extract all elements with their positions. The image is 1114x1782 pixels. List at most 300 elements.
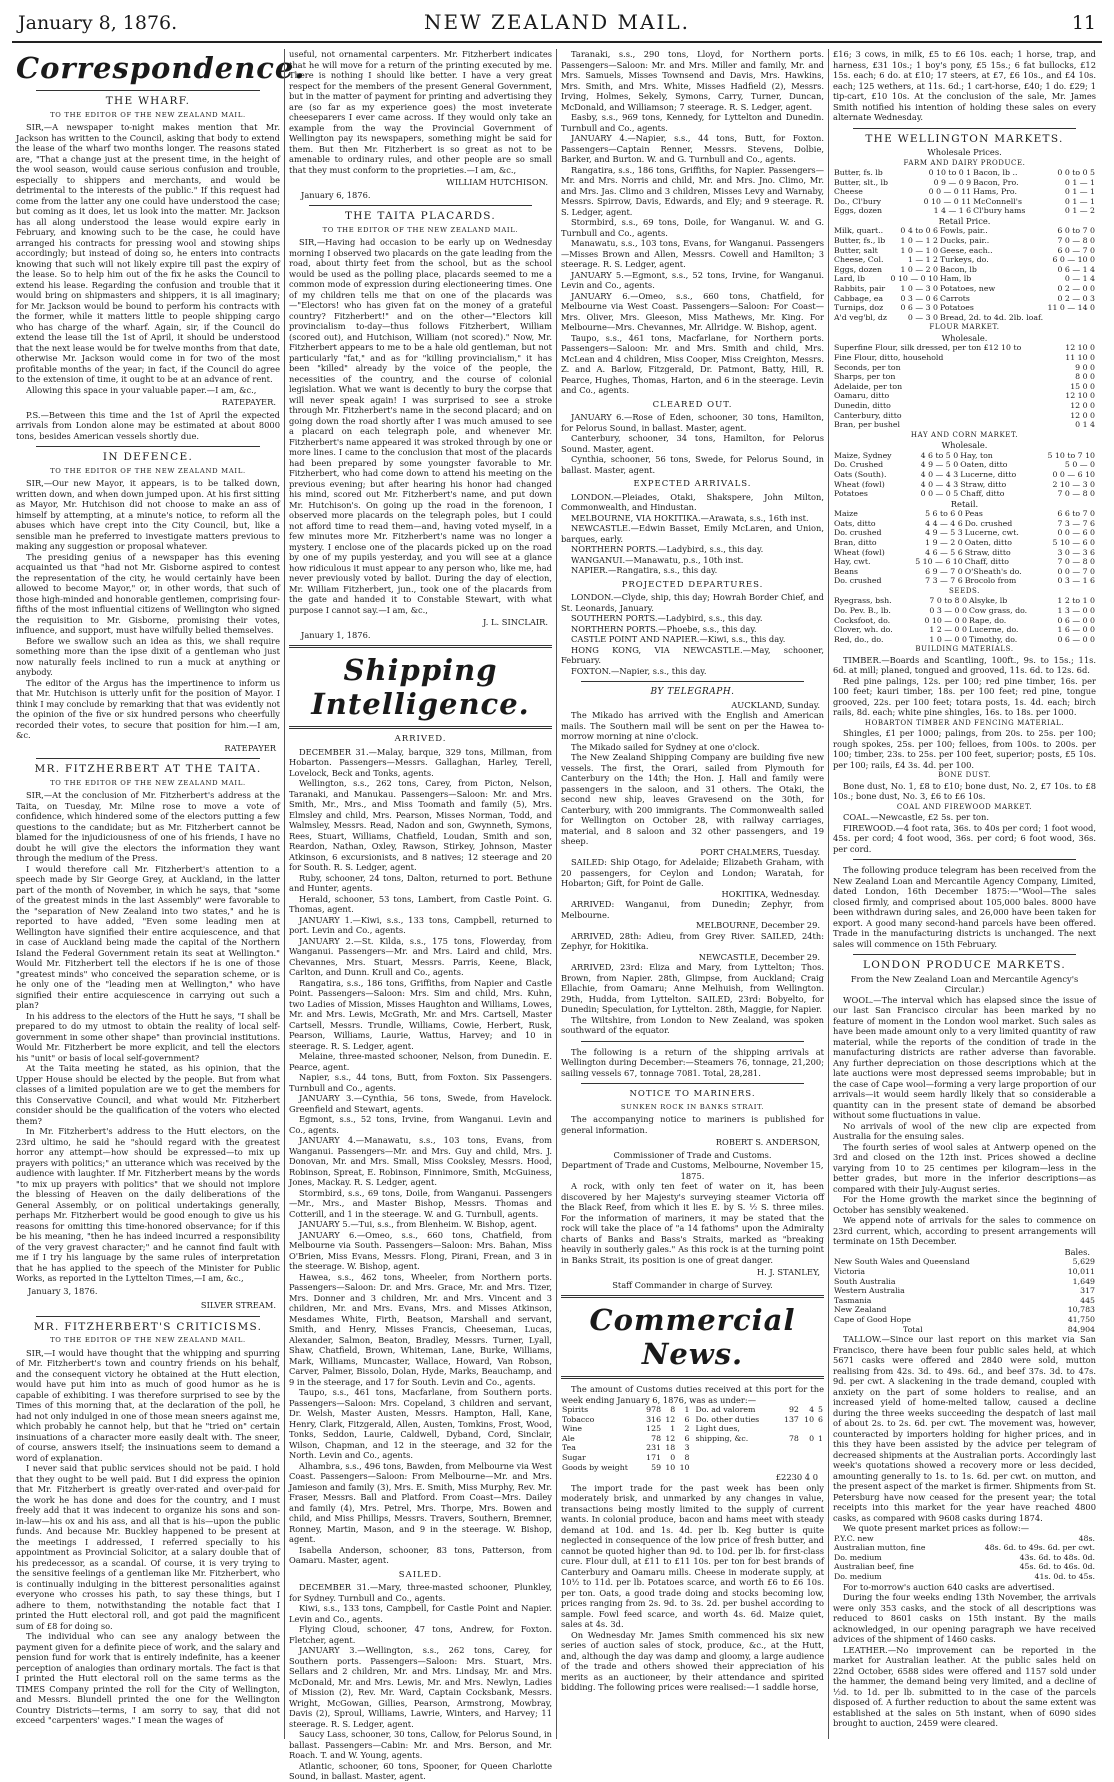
- table-cell: Hams, Pro.: [973, 187, 1017, 197]
- table-cell: 0 2 — 0 0: [1057, 284, 1095, 294]
- table-row: [833, 411, 1096, 421]
- table-cell: 0 10 to 0 1: [928, 168, 972, 177]
- letter-heading: THE WHARF.: [105, 95, 191, 107]
- table-cell: Chaff, ditto: [960, 489, 1005, 499]
- letter-paragraph: SIR,—Our new Mayor, it appears, is to be talked down, written down, and when down jumped upon. At his first sitting as Mayor, Mr. Hutchison did not choose to make an ass of himself by attempting, at a minute's notice, to reform all the abuses which have crept into the City Council, but, like a sensible man he preferred to investigate matters previous to making any suggestion or proposal whatever.: [16, 478, 280, 551]
- table-cell: Hay, cwt.: [834, 557, 871, 567]
- table-cell: 12 0 0: [1070, 410, 1095, 420]
- telegraph-item: ARRIVED, 23rd: Eliza and Mary, from Lyttelton; Thos. Brown, from Napier. 28th, Glimpse, from Auckland; Craig Ellachie, from Oamaru; Anne Melhuish, from Wellington. 29th, Hudda, from Lyttelton. SAILED, 23rd: Bobyelto, for Dunedin; Speculation, for Lyttelton. 28th, Maggie, for Napier.: [561, 962, 824, 1014]
- table-cell: 10,783: [1067, 1305, 1095, 1315]
- table-cell: 0 3 — 1 6: [1057, 576, 1095, 586]
- page-number: 11: [1071, 12, 1096, 34]
- table-cell: 4 9 — 5 3: [925, 528, 963, 538]
- expected-heading: EXPECTED ARRIVALS.: [633, 479, 752, 489]
- table-cell: 0 6 — 3 0: [900, 303, 938, 313]
- hay-wholesale-label: Wholesale.: [941, 440, 988, 451]
- london-wool-report: No arrivals of wool of the new clip are expected from Australia for the ensuing sales.: [833, 1120, 1096, 1142]
- table-cell: Rabbits, pair: [834, 284, 886, 294]
- produce-telegram: The following produce telegram has been received from the New Zealand Loan and Mercantile Agency Company, Limited, dated London, 16th December 1875:—"Wool—The sales closed firmly, and comprised about 105,000 bales. 8000 have been withdrawn during sales, and 26,000 have been taken for export. A good many second-hand parcels have been offered. Trade in the manufacturing districts is unchanged. The next sales will commence on 15th February.: [833, 865, 1096, 949]
- table-cell: 316: [646, 1414, 662, 1424]
- table-cell: 0 0 — 6 10: [1052, 469, 1095, 479]
- table-cell: 4 6 — 5 6: [925, 547, 963, 557]
- table-cell: New South Wales and Queensland: [834, 1257, 970, 1267]
- table-cell: Do. medium: [834, 1552, 882, 1562]
- table-cell: Cape of Good Hope: [834, 1315, 911, 1324]
- column-4: [828, 49, 1100, 1739]
- table-cell: 10: [804, 1414, 815, 1424]
- telegraph-dateline: NEWCASTLE, December 29.: [698, 951, 820, 962]
- table-cell: 59: [651, 1462, 662, 1472]
- arrival-entry: Napier, s.s., 44 tons, Butt, from Foxton. Six Passengers. Turnbull and Co., agents.: [289, 1072, 552, 1093]
- table-row: [561, 1443, 691, 1453]
- flour-heading: FLOUR MARKET.: [929, 323, 1000, 332]
- newspaper-title: NEW ZEALAND MAIL.: [423, 10, 691, 34]
- customs-left-table: [561, 1405, 691, 1472]
- table-row: [833, 480, 1096, 490]
- letter-address: TO THE EDITOR OF THE NEW ZEALAND MAIL.: [50, 778, 246, 787]
- table-row: [833, 168, 1096, 178]
- building-heading: BUILDING MATERIALS.: [915, 645, 1014, 654]
- table-row: [833, 1562, 1096, 1572]
- table-cell: Goods by weight: [562, 1462, 628, 1472]
- projected-entry: HONG KONG, VIA NEWCASTLE.—May, schooner, February.: [561, 644, 824, 665]
- table-cell: Ham, lb: [940, 274, 972, 284]
- letter-heading: MR. FITZHERBERT AT THE TAITA.: [34, 763, 262, 775]
- tallow-report: For to-morrow's auction 640 casks are advertised.: [843, 1581, 1055, 1592]
- table-cell: 45s. 6d. to 46s. 0d.: [1019, 1562, 1095, 1572]
- table-cell: 41,750: [1067, 1315, 1095, 1324]
- table-row: [833, 1267, 1096, 1277]
- table-row: [833, 606, 1096, 616]
- notice-signatory: H. J. STANLEY,: [756, 1267, 820, 1277]
- table-cell: 12 10 0: [1065, 343, 1095, 353]
- projected-entry: NORTHERN PORTS.—Phoebe, s.s., this day.: [571, 623, 757, 634]
- sailing-entry: JANUARY 3.—Wellington, s.s., 262 tons, Carey, for Southern ports. Passengers—Saloon: Mrs. Stuart, Mrs. Sellars and 2 children, Mr. and Mrs. Lindsay, Mr. and Mrs. McDonald, Mr. and Mrs. Lewis, Mr. and Mrs. Newlyn, Ladies of Mission (2), Rev. Mr. Ward, Captain Cocksbank, Messrs. Wright, McGowan, Gillies, Pearson, Armstrong, Mowbray, Davis (2), Sproul, Williams, Lawrie, Winters, and Harvey; 11 steerage. R. S. Ledger, agent.: [289, 1645, 552, 1729]
- letter-address: TO THE EDITOR OF THE NEW ZEALAND MAIL.: [322, 225, 519, 234]
- table-cell: Fowls, pair..: [940, 226, 988, 236]
- table-cell: 78: [651, 1433, 662, 1443]
- table-cell: 5,629: [1072, 1257, 1095, 1267]
- table-cell: 1 0 — 0 0: [929, 634, 967, 644]
- table-cell: Oats, ditto: [834, 518, 876, 528]
- table-row: [833, 1286, 1096, 1296]
- expected-entry: LONDON.—Pleiades, Otaki, Shakspere, John Milton, Commonwealth, and Hindustan.: [561, 491, 824, 512]
- table-cell: [800, 1424, 815, 1434]
- table-cell: 1 — 1 2: [907, 255, 938, 265]
- notice-intro: The accompanying notice to mariners is published for general information.: [561, 1114, 824, 1135]
- table-cell: 5 0 — 0: [1064, 460, 1095, 470]
- table-row: [833, 625, 1096, 635]
- letter-signature: J. L. SINCLAIR.: [483, 617, 548, 627]
- table-cell: 0 3 — 0 0: [929, 606, 967, 616]
- table-cell: [778, 1424, 800, 1434]
- telegraph-item: The Mikado has arrived with the English and American mails. The Southern mail will be sent on per the Hawea to-morrow morning at nine o'clock.: [561, 710, 824, 741]
- sailing-entry: Atlantic, schooner, 60 tons, Spooner, for Queen Charlotte Sound, in ballast. Master, agent.: [289, 1760, 552, 1781]
- sailing-entry: DECEMBER 31.—Mary, three-masted schooner, Plunkley, for Sydney. Turnbull and Co., agents.: [289, 1582, 552, 1603]
- table-cell: South Australia: [834, 1276, 896, 1286]
- letter-date: January 1, 1876.: [301, 629, 371, 640]
- london-wool-report: For the Home growth the market since the beginning of October has sensibly weakened.: [833, 1194, 1096, 1215]
- table-cell: Lucerne, cwt.: [964, 528, 1019, 538]
- expected-entry: WANGANUI.—Manawatu, p.s., 10th inst.: [571, 554, 744, 565]
- table-cell: Do. crushed: [964, 518, 1013, 528]
- london-markets-source: From the New Zealand Loan and Mercantile Agency's Circular.): [850, 973, 1079, 995]
- table-cell: McConnell's: [973, 196, 1022, 206]
- table-cell: shipping, &c.: [695, 1433, 749, 1443]
- table-cell: Hay, ton: [960, 450, 993, 460]
- table-cell: 7 0 — 8 0: [1057, 236, 1095, 246]
- expected-entry: NAPIER.—Rangatira, s.s., this day.: [571, 565, 718, 575]
- sailing-entry: JANUARY 6.—Omeo, s.s., 660 tons, Chatfield, for Melbourne via West Coast. Passengers—Saloon: For Coast—Mrs. Oliver, Mrs. Gleeson, Miss Mathews, Mr. King. For Melbourne—Mrs. Chevannes, Mr. Allridge. W. Bishop, agent.: [561, 290, 824, 332]
- table-cell: Do., Cl'bury: [834, 196, 881, 206]
- table-cell: 8 0 0: [1075, 372, 1095, 382]
- sailing-entry: Stormbird, s.s., 69 tons, Doile, for Wanganui. W. and G. Turnbull and Co., agents.: [561, 217, 824, 238]
- table-cell: 7 0 — 8 0: [1057, 557, 1095, 567]
- column-3: [556, 49, 828, 1739]
- table-row: [833, 576, 1096, 586]
- letter-paragraph: SIR,—A newspaper to-night makes mention that Mr. Jackson has written to the Council, asking that body to extend the lease of the wharf two months longer. The reasons stated are, "That a change just at the present time, in the height of the wool season, would cause serious confusion and trouble, especially to shippers and merchants, and would be detrimental to the interests of the public." If this request had come from the latter any one could have understood the case; but coming as it does, let us look into the matter. Mr. Jackson has all along understood the lease would expire early in February, and knowing such to be the case, he could have arranged his contracts for pressing wool and stowing ships accordingly; but instead of doing so, he enters into contracts knowing that such will not likely expire till past the expiry of the lease. So to help him out of the fix he asks the Council to extend his lease. Regarding the confusion and trouble that it would bring on shipmasters and shippers, it is all imaginary; for Mr. Jackson would be bound to perform his contracts with the former, while it matters little to people shipping cargo who has charge of the wharf. Again, sir, if the Council do extend the lease till the 1st of April, it should be understood that the next lease would be for twelve months from that date, otherwise Mr. Jackson would come in for two of the most profitable months of the year; in fact, if the Council do agree to the extension of time, it ought to be at an advance of rent.: [16, 122, 280, 384]
- table-cell: Potatoes, new: [940, 284, 996, 294]
- table-cell: Clover, wh. do.: [834, 625, 893, 635]
- table-row: [833, 1257, 1096, 1267]
- letter-paragraph: In Mr. Fitzherbert's address to the Hutt electors, on the 23rd ultimo, he said he "should regard with the greatest horror any attempt—how should be expressed—to mix up prayers with politics;" an utterance which was received by the audience with laughter. If Mr. Fitzherbert means by the words "to mix up prayers with politics" that we should not implore the blessing of Heaven on the daily deliberations of the General Assembly, or on political undertakings generally, perhaps Mr. Fitzherbert would be good enough to give us his reasons for omitting this time-honored observance; for if this be his meaning, "then he has indeed incurred a responsibility of the very gravest character;" and he cannot find fault with me if I try his language by the same rules of interpretation that he has applied to the speech of the Minister for Public Works, as reported in the Lyttelton Times,—I am, &c.,: [16, 1126, 280, 1283]
- wholesale-label: Wholesale Prices.: [927, 147, 1002, 157]
- table-cell: 1,649: [1072, 1276, 1095, 1286]
- table-cell: 0 10 — 0 11: [923, 196, 972, 206]
- sailing-entry: Rangatira, s.s., 186 tons, Griffiths, for Napier. Passengers—Mr. and Mrs. Norris and child, Mr. and Mrs. Jno. Climo, Mr. and Mrs. Jas. Climo and 3 children, Misses Levy and Warnaby, Messrs. Spirrow, Davis, Edwards, and Ely; and 9 steerage. R. S. Ledger, agent.: [561, 164, 824, 217]
- table-cell: Dunedin, ditto: [834, 400, 891, 410]
- table-row: [561, 1434, 691, 1444]
- table-cell: 4: [809, 1405, 815, 1414]
- table-row: [833, 274, 1096, 284]
- table-cell: 12: [665, 1414, 676, 1424]
- cleared-heading: CLEARED OUT.: [652, 399, 733, 410]
- table-cell: Butter, slt., lb: [834, 177, 889, 187]
- projected-entry: CASTLE POINT AND NAPIER.—Kiwi, s.s., this day.: [571, 634, 786, 644]
- table-cell: 3: [684, 1443, 690, 1453]
- table-row: [695, 1434, 825, 1444]
- arrival-entry: Ruby, schooner, 24 tons, Dalton, returned to port. Bethune and Hunter, agents.: [289, 872, 552, 893]
- table-cell: 6: [684, 1414, 690, 1424]
- table-cell: Wheat (fowl): [834, 547, 885, 557]
- table-cell: 978: [646, 1405, 662, 1414]
- table-row: [833, 1315, 1096, 1325]
- bales-total-label: Total: [903, 1324, 923, 1334]
- table-row: [695, 1405, 825, 1415]
- table-cell: Red, do., do.: [834, 634, 884, 644]
- table-cell: Cocksfoot, do.: [834, 615, 891, 625]
- hay-retail-label: Retail.: [950, 498, 979, 509]
- table-cell: 4 4 — 4 6: [925, 518, 963, 528]
- customs-table: [561, 1405, 824, 1472]
- table-row: [833, 1534, 1096, 1544]
- farm-produce-table: [833, 168, 1096, 216]
- table-cell: 0 1 4: [1075, 420, 1095, 430]
- table-cell: Wine: [562, 1424, 583, 1434]
- table-cell: 1 4 — 1 6: [933, 206, 972, 216]
- table-row: [833, 372, 1096, 382]
- sailing-entry: Kiwi, s.s., 133 tons, Campbell, for Castle Point and Napier. Levin and Co., agents.: [289, 1603, 552, 1624]
- arrival-entry: Stormbird, s.s., 69 tons, Doile, from Wanganui. Passengers—Mr., Mrs., and Master Bishop, Messrs. Thomas and Cotterill, and 1 in the steerage. W. and G. Turnbull, agents.: [289, 1187, 552, 1219]
- table-cell: 1 3 — 0 0: [1057, 606, 1095, 616]
- arrival-entry: JANUARY 1.—Kiwi, s.s., 133 tons, Campbell, returned to port. Levin and Co., agents.: [289, 914, 552, 935]
- telegraph-dateline: MELBOURNE, December 29.: [696, 920, 820, 930]
- table-row: [833, 519, 1096, 529]
- table-cell: 445: [1080, 1295, 1095, 1305]
- table-cell: 9 0 0: [1075, 362, 1095, 372]
- letter-date: January 6, 1876.: [301, 189, 371, 200]
- telegraph-item: ARRIVED, 28th: Adieu, from Grey River. SAILED, 24th: Zephyr, for Hokitika.: [561, 930, 824, 951]
- sailing-entry: JANUARY 5.—Egmont, s.s., 52 tons, Irvine, for Wanganui. Levin and Co., agents.: [561, 269, 824, 290]
- table-row: [833, 363, 1096, 373]
- table-cell: 10: [665, 1462, 676, 1472]
- table-cell: 6 0 — 10 0: [1052, 255, 1095, 265]
- table-cell: Brocolo from: [964, 576, 1017, 586]
- hutt-sale-report: On Wednesday Mr. James Smith commenced his six new series of auction sales of stock, produce, &c., at the Hutt, and, although the day was damp and gloomy, a large audience of the trade and others showed their appreciation of his merits as an auctioneer, by their attendance and spirited bidding. The following prices were realised:—1 saddle horse,: [561, 1629, 824, 1693]
- table-row: [833, 1543, 1096, 1553]
- table-cell: Straw, ditto: [960, 479, 1007, 489]
- table-cell: 7 3 — 7 6: [925, 576, 963, 586]
- bales-table: [833, 1257, 1096, 1324]
- table-row: [833, 187, 1096, 197]
- table-cell: 0 10 — 0 10: [890, 274, 938, 284]
- table-cell: Bread, 2d. to 4d. 2lb. loaf.: [940, 312, 1044, 322]
- expected-entry: NORTHERN PORTS.—Ladybird, s.s., this day.: [571, 544, 764, 554]
- table-cell: Tobacco: [562, 1414, 595, 1424]
- coal-text: COAL.—Newcastle, £2 5s. per ton.: [843, 812, 990, 823]
- table-cell: 1 0 — 1 0: [900, 245, 938, 255]
- table-cell: Light dues,: [695, 1424, 740, 1434]
- arrival-entry: Hawea, s.s., 462 tons, Wheeler, from Northern ports. Passengers—Saloon: Dr. and Mrs. Grace, Mr. and Mrs. Tizer, Mrs. Donner and 3 children, Mr. and Mrs. Vincent and 3 children, Mr. and Mrs. Evans, Mrs. and Misses Atkinson, Mesdames White, Firth, Beatson, Marshall and servant, Smith, and Henry, Misses Francis, Cheeseman, Lucas, Alexander, Salmon, Beaton, Bradley, Messrs. Turner, Lyall, Shaw, Chatfield, Brown, Whiteman, Lane, Burke, Williams, Mark, Williams, Muncaster, Wallace, Howard, Van Robson, Carver, Palmer, Bissolo, Dolan, Hyde, Marks, Beauchamp, and 9 in the steerage, and 17 for South. Levin and Co., agents.: [289, 1271, 552, 1387]
- table-cell: 4 0 — 4 3: [920, 479, 959, 489]
- table-cell: 1: [684, 1405, 690, 1414]
- table-cell: Sugar: [562, 1452, 586, 1462]
- arrived-list: [289, 747, 552, 1566]
- customs-intro: The amount of Customs duties received at this port for the week ending January 6, 1876, was as under:—: [561, 1384, 824, 1405]
- letter-paragraph: SIR,—I would have thought that the whipping and spurring of Mr. Fitzherbert's town and country friends on his behalf, and the consequent victory he obtained at the Hutt election, would have put him into as much of good humor as he is capable of exhibiting. I was therefore surprised to see by the Times of this morning that, at the declaration of the poll, he had not only indulged in one of those mean sneers against me, which probably he cannot help, but that he "tried on" certain insinuations of a character more easily dealt with. The sneer, of course, answers itself; the insinuations seem to demand a word of explanation.: [16, 1347, 280, 1463]
- import-trade-report: The import trade for the past week has been only moderately brisk, and unmarked by any changes in value, transactions being mostly limited to the supply of current wants. In colonial produce, bacon and hams meet with steady demand at 10d. and 1s. 4d. per lb. Keg butter is quite neglected in consequence of the low price of fresh butter, and cannot be quoted higher than 9d. to 10d. per lb. for first-class cure. Flour dull, at £11 to £11 10s. per ton for best brands of Canterbury and Oamaru mills. Cheese in moderate supply, at 10½ to 11d. per lb. Potatoes scarce, and worth £6 to £6 10s. per ton. Oats, a good trade doing and stocks becoming low, prices ranging from 2s. 9d. to 3s. 2d. per bushel according to sample. Fowl feed scarce, and worth 4s. 6d. Maize quiet, sales at 4s. 3d.: [561, 1482, 824, 1630]
- hobarton-text: Shingles, £1 per 1000; palings, from 20s. to 25s. per 100; rough spokes, 25s. per 100; felloes, from 100s. to 200s. per 100; timber, 23s. to 25s. per 100 feet, superior; posts, £5 10s. per 100; rails, £4 3s. 4d. per 100.: [833, 728, 1096, 770]
- bales-total: 84,904: [1067, 1324, 1095, 1334]
- letter-continuation: useful, not ornamental carpenters. Mr. Fitzherbert indicates that he will move for a return of the printing executed by me. There is nothing I should like better. I have a very great respect for the members of the present General Government, but in the matter of payment for printing and advertising they are (so far as my experience goes) the most inveterate cheeseparers I ever came across. If they would only take an example from the way the Provincial Government of Wellington pay its newspapers, something might be said for them. But then Mr. Fitzherbert is so great as not to be amenable to ordinary rules, and other people are so small that they must conform to the proprieties.—I am, &c.,: [289, 49, 552, 175]
- flour-wholesale-label: Wholesale.: [941, 332, 988, 343]
- letter-heading: MR. FITZHERBERT'S CRITICISMS.: [33, 1320, 263, 1333]
- table-row: [833, 246, 1096, 256]
- table-cell: Ale: [562, 1433, 575, 1443]
- notice-department: Department of Trade and Customs, Melbourne, November 15, 1875.: [561, 1160, 824, 1181]
- table-cell: 0 9 — 0 9: [933, 177, 972, 187]
- table-cell: 11 0 — 14 0: [1047, 303, 1095, 313]
- telegraph-item: SAILED: Ship Otago, for Adelaide; Elizabeth Graham, with 20 passengers, for Ceylon and London; Waratah, for Hobarton; Gift, for Point de Galle.: [561, 857, 824, 888]
- table-cell: 43s. 6d. to 48s. 0d.: [1019, 1552, 1095, 1562]
- table-row: [833, 294, 1096, 304]
- table-row: [833, 1553, 1096, 1563]
- table-cell: A'd veg'bl, dz: [834, 312, 887, 322]
- table-cell: Eggs, dozen: [834, 264, 883, 274]
- table-row: [833, 509, 1096, 519]
- table-row: [833, 236, 1096, 246]
- table-row: [833, 226, 1096, 236]
- table-cell: 1 0 — 3 0: [900, 284, 938, 294]
- table-cell: 0 0 — 6 0: [1057, 528, 1095, 538]
- table-cell: Eggs, dozen: [834, 206, 883, 216]
- table-cell: 0 1 — 1: [1064, 187, 1095, 197]
- london-markets-heading: LONDON PRODUCE MARKETS.: [862, 959, 1066, 972]
- markets-heading: THE WELLINGTON MARKETS.: [865, 132, 1064, 145]
- table-row: [561, 1463, 691, 1473]
- table-cell: Ryegrass, bsh.: [834, 596, 892, 606]
- notice-heading: NOTICE TO MARINERS.: [629, 1089, 756, 1099]
- letter-paragraph: Before we swallow such an idea as this, we shall require something more than the ipse dixit of a gentleman who just now naturally feels inclined to run a muck at anything or anybody.: [16, 635, 280, 677]
- letter-address: TO THE EDITOR OF THE NEW ZEALAND MAIL.: [50, 466, 246, 475]
- table-cell: Turnips, doz: [834, 303, 884, 313]
- table-cell: Turkeys, do.: [940, 255, 989, 265]
- table-row: [833, 197, 1096, 207]
- letter-signature: RATEPAYER: [224, 742, 276, 753]
- letter-signature: RATEPAYER.: [221, 397, 276, 407]
- seeds-table: [833, 596, 1096, 644]
- telegraph-list: [561, 700, 824, 1036]
- table-cell: 0 6 — 0 0: [1057, 615, 1095, 625]
- table-cell: 1 2 — 0 0: [929, 625, 967, 635]
- arrival-entry: JANUARY 5.—Tui, s.s., from Blenheim. W. Bishop, agent.: [299, 1219, 537, 1229]
- tallow-report: TALLOW.—Since our last report on this market via San Francisco, there have been four public sales held, at which 5671 casks were offered and 2840 were sold, mutton realising from 42s. 3d. to 49s. 6d., and beef 37s. 3d. to 47s. 9d. per cwt. A slackening in the trade demand, coupled with anxiety on the part of some holders to realise, and an increased yield of home-melted tallow, caused a decline during the three weeks succeeding the despatch of last mail of about 2s. to 2s. 6d. per cwt. The movement was, however, counteracted by importers holding for higher prices, and in this they have been assisted by the advice per telegram of decreased shipments at the Australian ports. Accordingly last week's quotations showed a recovery more or less decided, amounting generally to 1s. to 1s. 6d. per cwt. on mutton, and the present aspect of the market is firmer. Shipments from St. Petersburg have now ceased for the present year; the total receipts into this market for the year have reached 4800 casks, as compared with 9608 casks during 1874.: [833, 1334, 1096, 1523]
- sailed-heading: SAILED.: [398, 1569, 443, 1580]
- cleared-list: [561, 412, 824, 475]
- table-row: [833, 596, 1096, 606]
- table-cell: [1046, 313, 1096, 323]
- letter-paragraph: SIR,—Having had occasion to be early up on Wednesday morning I observed two placards on the gate leading from the road, about thirty feet from the school, but as the school would be used as the polling place, placards seemed to me a common mode of expression during electioneering times. One of my children tells me that on one of the placards was—"Electors! who has given fat on the money of a grateful country? Fitzherbert!" and on the other—"Electors kill provincialism to-day—thus follows Fitzherbert, William (scored out), and Hutchison, William (not scored)." Now, Mr. Fitzherbert appears to me to be a hale old gentleman, but not particularly "fat," and as for "killing provincialism," it has been "killed" already by the voice of the people, the necessities of the country, and the course of colonial legislation. What we want is decently to bury the corpse that will never speak again! I was surprised to see a stroke through Mr. Fitzherbert's name in the second placard; and on going down the road shortly after I was much amused to see a placard on each telegraph pole, and whenever Mr. Fitzherbert's name appeared it was stroked through by one or more lines. I came to the conclusion that most of the placards had been prepared by some youngster favorable to Mr. Fitzherbert, who had come down to attend his meeting on the previous evening; but after hearing his honor had changed his mind, scored out Mr. Fitzherbert's name, and put down Mr. Hutchison's. On going up the road in the forenoon, I observed more placards on the telegraph poles, but I could not afford time to read them—and, having voted myself, in a few minutes more Mr. Fitzherbert's name was no longer a mystery. I enclose one of the placards picked up on the road by one of my pupils yesterday, and you will see at a glance how ridiculous it must appear to any person who, like me, had never previously voted by ballot. During the day of election, Mr. William Fitzherbert, jun., took one of the placards from the gate and handed it to Constable Stewart, with what purpose I cannot say.—I am, &c.,: [289, 237, 552, 615]
- table-cell: 0 10 — 0 0: [924, 615, 967, 625]
- table-cell: Bacon, lb ..: [973, 168, 1018, 177]
- arrival-entry: JANUARY 4.—Manawatu, s.s., 103 tons, Evans, from Wanganui. Passengers—Mr. and Mrs. Guy and child, Mrs. J. Donovan, Mr. and Mrs. Small, Miss Cooksley, Messrs. Hood, Robinson, Spreat, E. Robinson, Finnimore, Smith, McGuiness, Jones, Mackay. R. S. Ledger, agent.: [289, 1135, 552, 1187]
- tonnage-note: The following is a return of the shipping arrivals at Wellington during December:—Steamers 76, tonnage, 21,200; sailing vessels 67, tonnage 7081. Total, 28,281.: [561, 1046, 824, 1078]
- table-cell: 125: [646, 1424, 662, 1434]
- table-cell: 4 6 to 5 0: [920, 450, 959, 460]
- table-cell: Australian beef, fine: [834, 1562, 914, 1572]
- letter-heading: IN DEFENCE.: [102, 451, 194, 463]
- table-cell: 0 0 — 0 5: [920, 489, 959, 499]
- table-cell: 0 1 — 2: [1064, 206, 1095, 216]
- flour-table: [833, 343, 1096, 429]
- table-cell: 1: [818, 1433, 823, 1443]
- table-cell: 317: [1080, 1286, 1095, 1296]
- table-cell: Butter, salt: [834, 245, 878, 255]
- table-row: [833, 538, 1096, 548]
- bone-dust-text: Bone dust, No. 1, £8 to £10; bone dust, No. 2, £7 10s. to £8 10s.; bone dust, No. 3, £6 to £6 10s.: [833, 780, 1096, 802]
- table-cell: 2: [684, 1424, 690, 1434]
- arrival-entry: JANUARY 2.—St. Kilda, s.s., 175 tons, Flowerday, from Wanganui. Passengers—Mr. and Mrs. Laird and child, Mrs. Chevannes, Mrs. Stuart, Messrs. Parris, Keene, Black, Carlton, and Dunn. Krull and Co., agents.: [289, 935, 552, 977]
- table-cell: Australian mutton, fine: [834, 1543, 926, 1553]
- table-cell: Do. other duties: [695, 1414, 760, 1424]
- table-cell: Potatoes: [940, 303, 974, 313]
- arrival-entry: Wellington, s.s., 262 tons, Carey, from Picton, Nelson, Taranaki, and Manukau. Passengers—Saloon: Mr. and Mrs. Smith, Mr., Mrs., and Miss Toomath and family (5), Mrs. Elmsley and child, Mrs. Pearson, Misses Norman, Todd, and Walmsley, Messrs. Read, Nadon and son, Gwynneth, Symons, Rees, Stuart, Williams, Chatfield, Loudan, Smith and son, Reardon, Nathan, Oxley, Rawson, Stirkey, Johnson, Master Atkinson, 6 excursionists, and 8 natives; 12 steerage and 20 for South. R. S. Ledger, agent.: [289, 778, 552, 872]
- table-row: [833, 489, 1096, 499]
- table-cell: Sharps, per ton: [834, 372, 896, 382]
- table-row: [561, 1453, 691, 1463]
- sailing-entry: Taranaki, s.s., 290 tons, Lloyd, for Northern ports. Passengers—Saloon: Mr. and Mrs. Miller and family, Mr. and Mrs. Samuels, Misses Townsend and Davis, Mrs. Hawkins, Mrs. Smith, and Mrs. White, Misses Hadfield (2), Messrs. Irving, Holmes, Sekely, Symons, Carry, Turner, Duncan, McDonald, and Williamson; 7 steerage. R. S. Ledger, agent.: [561, 49, 824, 112]
- table-row: [833, 382, 1096, 392]
- arrived-heading: ARRIVED.: [394, 734, 447, 744]
- arrival-entry: Isabella Anderson, schooner, 83 tons, Patterson, from Oamaru. Master, agent.: [289, 1544, 552, 1565]
- table-cell: 0 — 1 4: [1064, 274, 1095, 284]
- table-row: [833, 265, 1096, 275]
- retail-label: Retail Price.: [938, 215, 991, 226]
- letter-paragraph: The individual who can see any analogy between the payment given for a definite piece of work, and the salary and pension fund for work that is entirely indefinite, has a keener perception of analogies than ordinary mortals. The fact is that I printed the Hutt electoral roll on the same terms as the TIMES Company printed the roll for the City of Wellington, and Messrs. Blundell printed the one for the Wellington Country Districts—terms, I am sorry to say, that did not exceed "carpenters' wages." I mean the wages of: [16, 1631, 280, 1725]
- table-row: [833, 391, 1096, 401]
- letter-heading: THE TAITA PLACARDS.: [344, 210, 497, 222]
- column-1: [12, 49, 306, 1739]
- telegraph-heading: BY TELEGRAPH.: [650, 687, 735, 697]
- table-cell: Do. crushed: [834, 576, 882, 586]
- london-wool-report: WOOL.—The interval which has elapsed since the issue of our last San Francisco circular has been marked by no feature of moment in the London wool market. Such sales as have been made amount only to a very limited quantity of raw material, while the reports of the condition of trade in the manufacturing districts are rather adverse than favorable. Any further depreciation on those descriptions which at the late auctions were most depressed seems improbable; but in the case of Cape wool—forming a very large proportion of our arrivals—it would seem hardly likely that so considerable a quantity can in the present state of demand be absorbed without some fluctuations in value.: [833, 994, 1096, 1121]
- table-cell: 1 0 — 1 2: [900, 236, 938, 246]
- letter-address: TO THE EDITOR OF THE NEW ZEALAND MAIL.: [50, 110, 246, 119]
- table-cell: Ducks, pair..: [940, 236, 990, 246]
- retail-price-table: [833, 226, 1096, 322]
- table-row: [833, 635, 1096, 645]
- projected-entry: FOXTON.—Napier, s.s., this day.: [571, 665, 707, 676]
- column-2: [284, 49, 556, 1781]
- table-cell: Do. Crushed: [834, 460, 884, 470]
- table-cell: Cl'bury hams: [973, 206, 1026, 216]
- seeds-heading: SEEDS.: [949, 586, 980, 595]
- issue-date: January 8, 1876.: [18, 12, 178, 34]
- section-title-commercial: Commercial News.: [589, 1303, 796, 1371]
- table-cell: [815, 1424, 824, 1434]
- arrival-entry: DECEMBER 31.—Malay, barque, 329 tons, Millman, from Hobarton. Passengers—Messrs. Gallaghan, Harley, Terell, Lovelock, Beck and Tonks, agents.: [289, 746, 552, 778]
- table-cell: 11 10 0: [1065, 353, 1095, 362]
- cleared-entry: Canterbury, schooner, 34 tons, Hamilton, for Pelorus Sound. Master, agent.: [561, 433, 824, 454]
- table-cell: Do. Pev. B., lb.: [834, 606, 891, 616]
- table-cell: Cow grass, do.: [968, 606, 1028, 616]
- notice-subheading: SUNKEN ROCK IN BANKS STRAIT.: [620, 1102, 765, 1111]
- table-cell: 0: [670, 1452, 676, 1462]
- letter-paragraph: I never said that public services should not be paid. I hold that they ought to be well paid. But I did express the opinion that Mr. Fitzherbert is greatly over-rated and over-paid for the work he has done and does for the country, and I must freely add that it was indecent to organize his sons and son-in-law—his ox and his ass, and all that is his—upon the public funds. And because Mr. Buckley happened to be present at the meetings I addressed, I referred specially to his appointment as Provincial Solicitor, at a salary double that of his predecessor, as a scandal. Of course, it is very trying to the sensitive feelings of a gentleman like Mr. Fitzherbert, who is continually indulging in the bitterest personalities against everyone who crosses his path, to say these things, but I adhere to them, notwithstanding the notable fact that I printed the Hutt electoral roll, and got paid the magnificent sum of £8 for doing so.: [16, 1463, 280, 1631]
- customs-right-table: [695, 1405, 825, 1443]
- table-cell: 0 0 to 0 5: [1057, 168, 1095, 177]
- table-cell: 92: [788, 1405, 799, 1414]
- table-cell: 3 0 — 3 6: [1057, 547, 1095, 557]
- arrival-entry: JANUARY 3.—Cynthia, 56 tons, Swede, from Havelock. Greenfield and Stewart, agents.: [289, 1093, 552, 1114]
- table-cell: 5 10 — 6 0: [1052, 538, 1095, 547]
- table-cell: 0 0 — 7 0: [1057, 566, 1095, 576]
- arrival-entry: Taupo, s.s., 461 tons, Macfarlane, from Southern ports. Passengers—Saloon: Mrs. Copeland, 3 children and servant, Dr. Welsh, Master Austen, Messrs. Hampton, Hall, Kane, Henry, Clark, Fitzgerald, Allen, Austen, Tomkins, Frost, Wood, Tonks, Seddon, Laurie, Caldwell, Dyband, Cord, Sinclair, Wilson, Chapman, and 12 in the steerage, and 32 for the North. Levin and Co., agents.: [289, 1387, 552, 1460]
- arrival-entry: Alhambra, s.s., 496 tons, Bawden, from Melbourne via West Coast. Passengers—Saloon: From Melbourne—Mr. and Mrs. Jamieson and family (3), Mrs. E. Smith, Miss Murphy, Rev. Mr. Fraser, Messrs. Ball and Platford. From Coast—Mrs. Dailey and family (4), Mrs. Petrel, Mrs. Thorpe, Mrs. Bowen and child, and Miss Phillips, Messrs. Travers, Southern, Bremner, Ronney, Martin, Mason, and 9 in the steerage. W. Bishop, agent.: [289, 1460, 552, 1544]
- letter-paragraph: Allowing this space in your valuable paper.—I am, &c.,: [26, 384, 257, 395]
- table-cell: 1 9 — 2 0: [925, 538, 963, 547]
- sailing-entry: Easby, s.s., 969 tons, Kennedy, for Lyttelton and Dunedin. Turnbull and Co., agents.: [561, 112, 824, 133]
- letter-paragraph: SIR,—At the conclusion of Mr. Fitzherbert's address at the Taita, on Tuesday, Mr. Milne rose to move a vote of confidence, which hindered some of the electors putting a few questions to the candidate; but as Mr. Fitzherbert cannot be blamed for the injudiciousness of one of his friends, I have no doubt he will give the electors the information they want through the medium of the Press.: [16, 790, 280, 863]
- coal-heading: COAL AND FIREWOOD MARKET.: [896, 802, 1033, 811]
- table-cell: 18: [665, 1443, 676, 1453]
- table-cell: Butter, fs., lb: [834, 236, 886, 246]
- table-cell: Cheese: [834, 187, 863, 197]
- bales-total-table: [833, 1325, 1096, 1335]
- table-cell: O'Sheath's do.: [964, 566, 1022, 576]
- table-cell: 12: [665, 1433, 676, 1443]
- table-cell: 171: [646, 1452, 662, 1462]
- projected-list: [561, 592, 824, 676]
- building-text: Red pine palings, 12s. per 100; red pine timber, 16s. per 100 feet; kauri timber, 18s. per 100 feet; red pine, tongue grooved, 22s. per 100 feet; totara posts, 1s. 4d. each; birch rails, 8d. each; white pine shingles, 16s. to 18s. per 1000.: [833, 675, 1096, 718]
- tallow-report: During the four weeks ending 13th November, the arrivals were only 353 casks, and the stock of all descriptions was reduced to 8601 casks on 15th instant. By the mails acknowledged, in our opening paragraph we have received advices of the shipment of 1460 casks.: [833, 1592, 1096, 1645]
- table-cell: Oamaru, ditto: [834, 391, 890, 401]
- table-cell: 5 6 to 6 0: [925, 509, 963, 519]
- projected-entry: LONDON.—Clyde, ship, this day; Howrah Border Chief, and St. Leonards, January.: [561, 592, 824, 613]
- letter-postscript: P.S.—Between this time and the 1st of April the expected arrivals from London alone may be estimated at about 8000 tons, besides American vessels shortly due.: [16, 409, 280, 441]
- london-wool-report: The fourth series of wool sales at Antwerp opened on the 3rd and closed on the 12th inst. Prices showed a decline varying from 10 to 25 centimes per kilogram—less in the better grades, but more in the inferior descriptions—as compared with their July-August series.: [833, 1141, 1096, 1194]
- tallow-price-table: [833, 1534, 1096, 1582]
